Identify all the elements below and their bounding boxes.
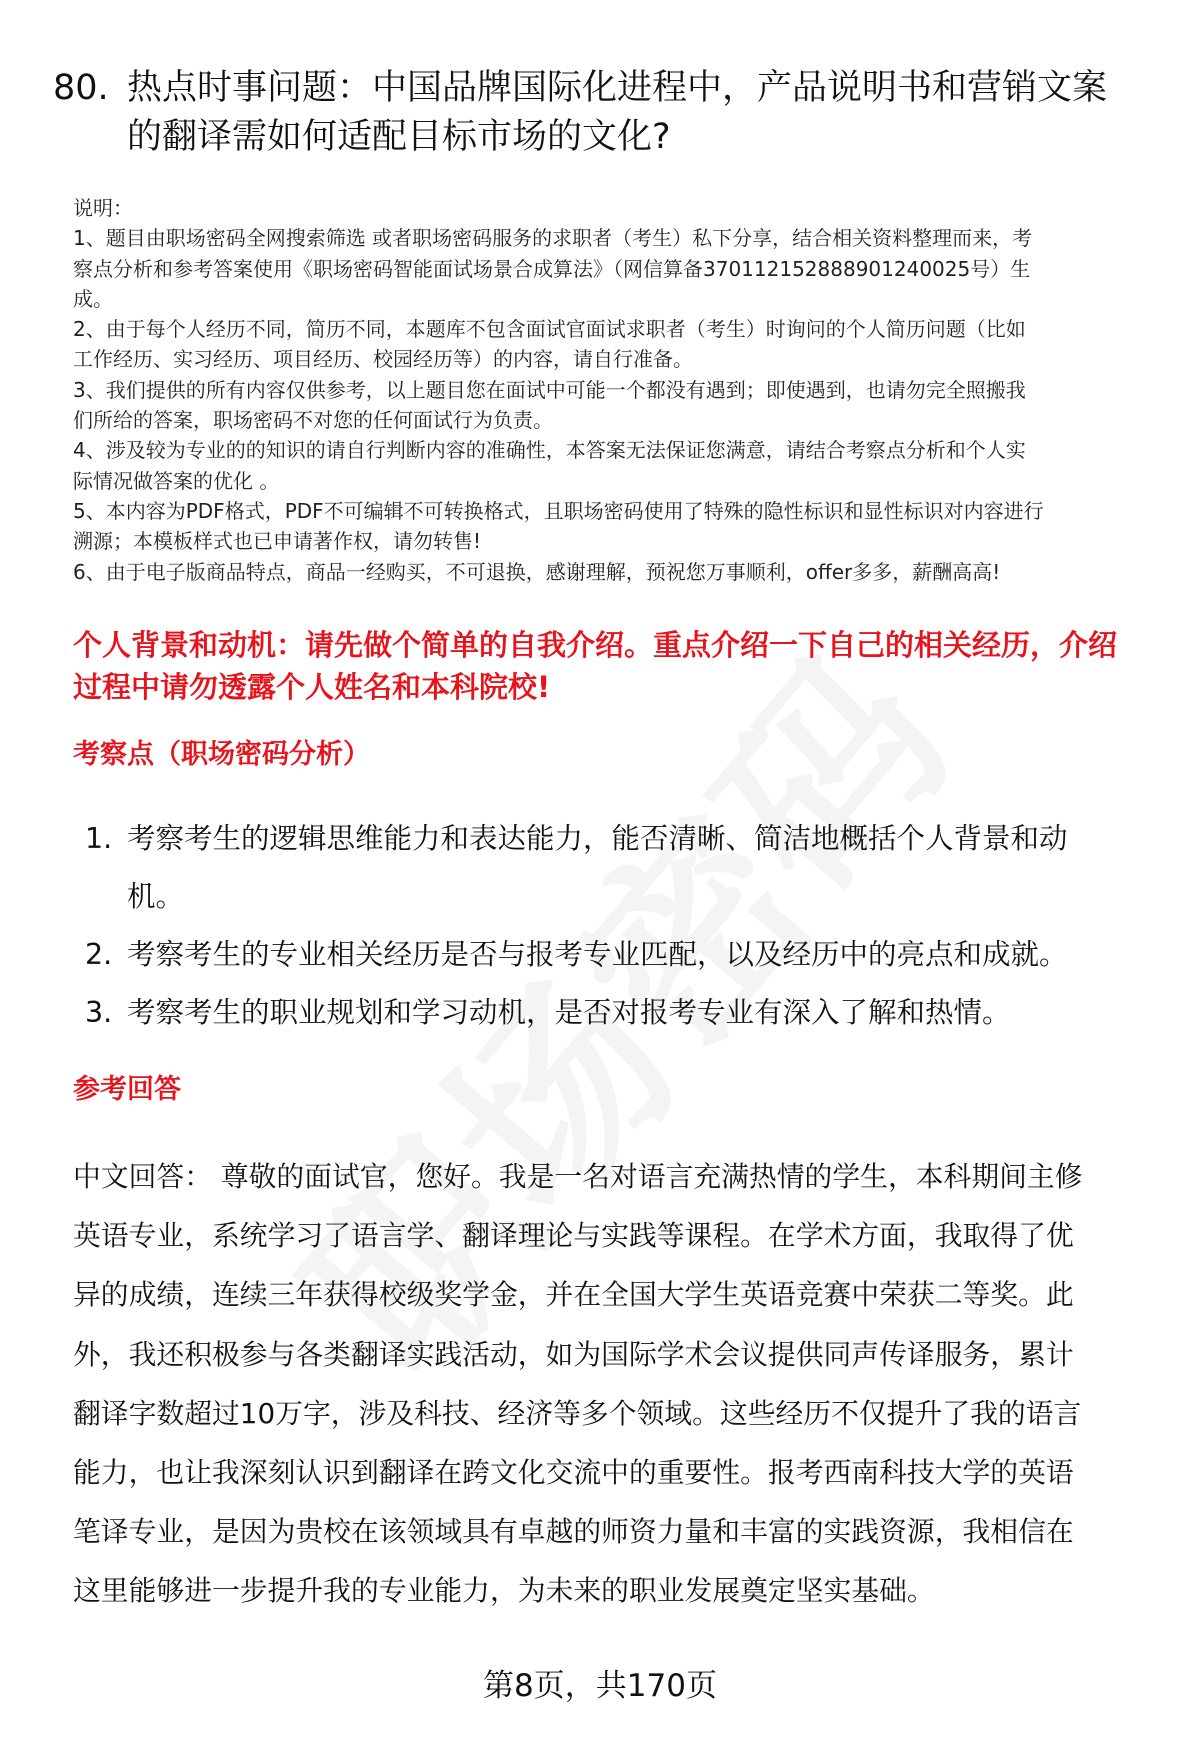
item-number: 1. <box>85 822 113 855</box>
prompt-line: 过程中请勿透露个人姓名和本科院校! <box>73 670 551 704</box>
answer-line: 翻译字数超过10万字，涉及科技、经济等多个领域。这些经历不仅提升了我的语言 <box>73 1396 1082 1430</box>
analysis-list <box>85 810 1068 1042</box>
answer-line: 这里能够进一步提升我的专业能力，为未来的职业发展奠定坚实基础。 <box>73 1574 935 1608</box>
note-line: 们所给的答案，职场密码不对您的任何面试行为负责。 <box>73 408 553 433</box>
note-line: 际情况做答案的优化 。 <box>73 468 280 493</box>
question-line: 的翻译需如何适配目标市场的文化? <box>127 117 671 157</box>
note-line: 3、我们提供的所有内容仅供参考，以上题目您在面试中可能一个都没有遇到；即使遇到，也请勿完全照搬我 <box>73 377 1026 402</box>
answer-line: 中文回答： 尊敬的面试官，您好。我是一名对语言充满热情的学生，本科期间主修 <box>73 1160 1083 1193</box>
answer-line: 异的成绩，连续三年获得校级奖学金，并在全国大学生英语竞赛中荣获二等奖。此 <box>73 1278 1074 1312</box>
note-line: 5、本内容为PDF格式，PDF不可编辑不可转换格式，且职场密码使用了特殊的隐性标识和显性标识对内容进行 <box>73 498 1044 523</box>
answer-line: 能力，也让我深刻认识到翻译在跨文化交流中的重要性。报考西南科技大学的英语 <box>73 1456 1074 1490</box>
note-line: 4、涉及较为专业的的知识的请自行判断内容的准确性，本答案无法保证您满意，请结合考察点分析和个人实 <box>73 438 1026 463</box>
item-number: 3. <box>85 996 113 1029</box>
item-number: 2. <box>85 938 113 971</box>
answer-line: 英语专业，系统学习了语言学、翻译理论与实践等课程。在学术方面，我取得了优 <box>73 1219 1074 1253</box>
answer-heading: 参考回答 <box>73 1074 181 1105</box>
list-item <box>85 926 1068 984</box>
note-line: 工作经历、实习经历、项目经历、校园经历等）的内容，请自行准备。 <box>73 347 693 372</box>
item-text: 考察考生的逻辑思维能力和表达能力，能否清晰、简洁地概括个人背景和动 <box>127 822 1068 855</box>
prompt-line: 个人背景和动机：请先做个简单的自我介绍。重点介绍一下自己的相关经历，介绍 <box>73 628 1118 662</box>
question-line: 热点时事问题：中国品牌国际化进程中，产品说明书和营销文案 <box>127 68 1108 108</box>
item-text: 考察考生的职业规划和学习动机，是否对报考专业有深入了解和热情。 <box>127 996 1011 1029</box>
item-text: 机。 <box>127 880 185 913</box>
question-number: 80. <box>53 68 109 108</box>
note-line: 1、题目由职场密码全网搜索筛选 或者职场密码服务的求职者（考生）私下分享，结合相关资料整理而来，考 <box>73 226 1033 251</box>
notes-block <box>73 193 1044 587</box>
item-text: 考察考生的专业相关经历是否与报考专业匹配，以及经历中的亮点和成就。 <box>127 938 1068 971</box>
answer-line: 笔译专业，是因为贵校在该领域具有卓越的师资力量和丰富的实践资源，我相信在 <box>73 1515 1074 1549</box>
note-line: 察点分析和参考答案使用《职场密码智能面试场景合成算法》（网信算备370112152888901240025号）生 <box>73 256 1031 281</box>
answer-body <box>73 1147 1083 1621</box>
note-line: 2、由于每个人经历不同，简历不同，本题库不包含面试官面试求职者（考生）时询问的个人简历问题（比如 <box>73 317 1026 342</box>
note-line: 6、由于电子版商品特点，商品一经购买，不可退换，感谢理解，预祝您万事顺利，offer多多，薪酬高高! <box>73 559 1001 584</box>
note-line: 成。 <box>73 286 113 311</box>
note-line: 溯源；本模板样式也已申请著作权，请勿转售! <box>73 529 482 554</box>
list-item <box>85 984 1068 1042</box>
analysis-heading: 考察点（职场密码分析） <box>73 739 370 770</box>
page-number: 第8页，共170页 <box>483 1668 717 1704</box>
list-item <box>85 810 1068 926</box>
note-line: 说明： <box>73 196 133 220</box>
answer-line: 外，我还积极参与各类翻译实践活动，如为国际学术会议提供同声传译服务，累计 <box>73 1337 1074 1371</box>
background-prompt <box>73 624 1117 708</box>
